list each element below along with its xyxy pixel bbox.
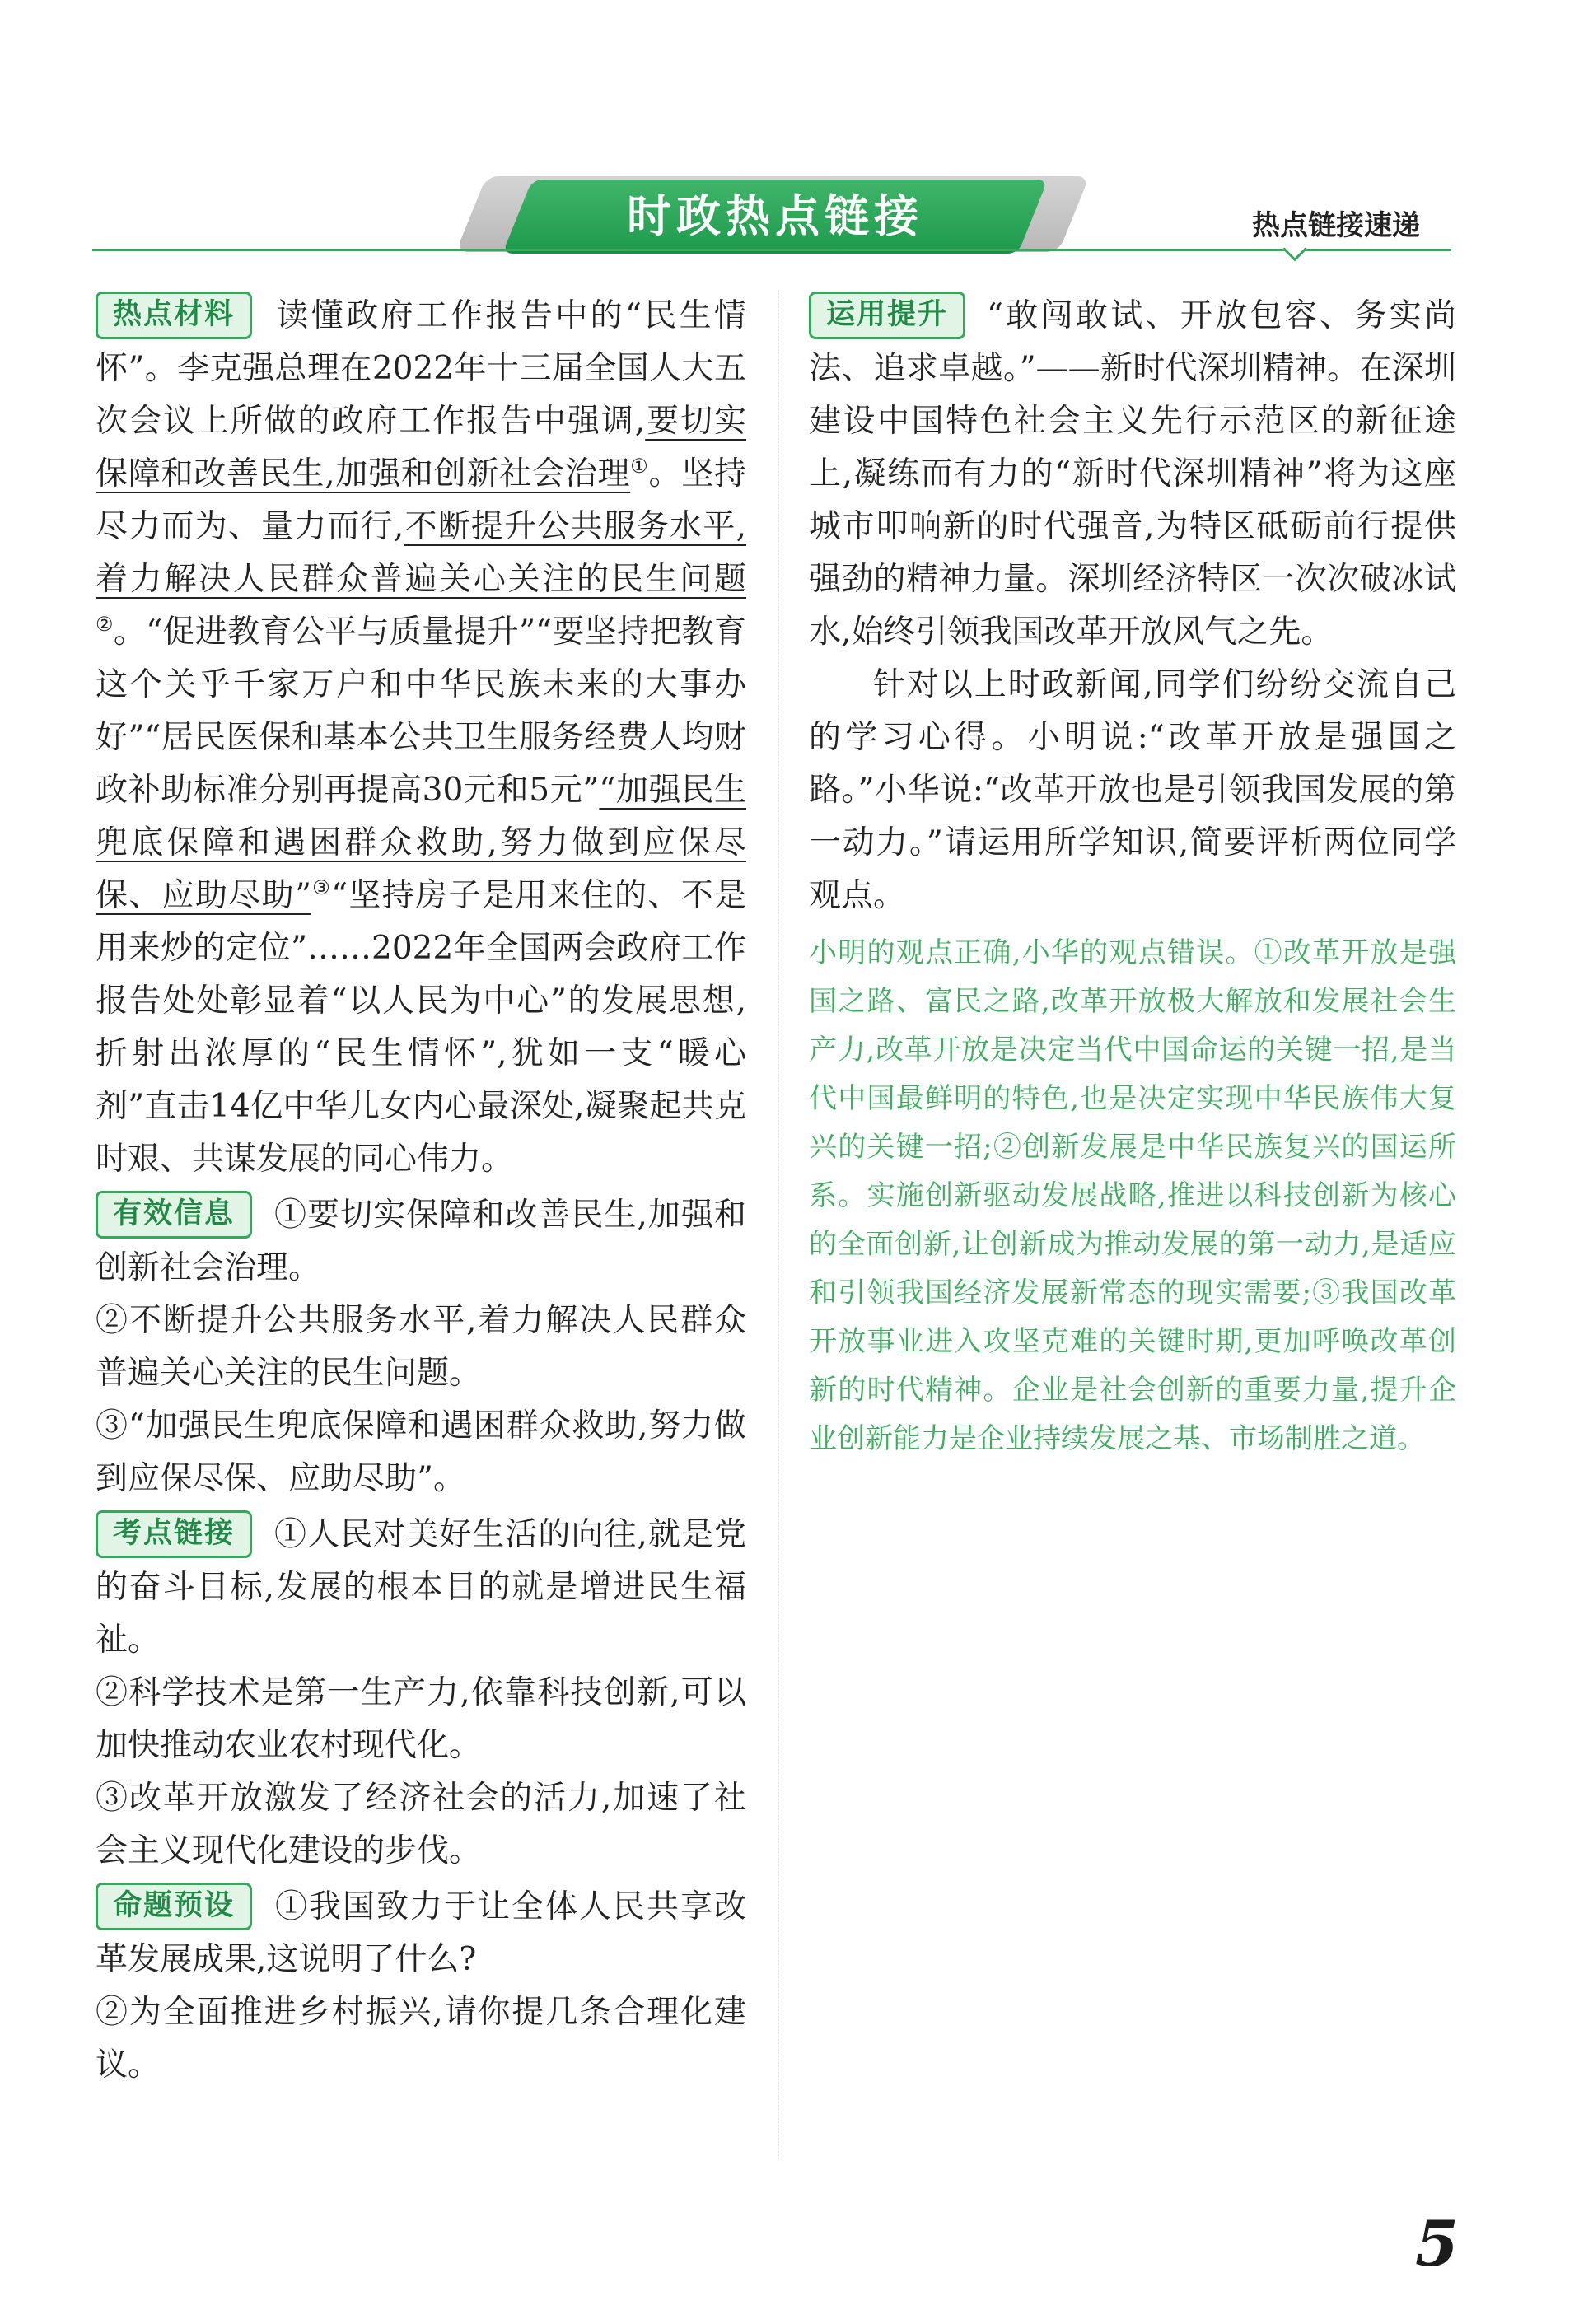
page-title: 时政热点链接 [627, 190, 923, 242]
exam-link-section [96, 1509, 746, 1878]
effective-info-section [96, 1189, 746, 1505]
proposition-section [96, 1881, 746, 2092]
apply-tag: 运用提升 [809, 292, 965, 339]
hot-material-text-4: “坚持房子是用来住的、不是用来炒的定位”……2022年全国两会政府工作报告处处彰显着“以人民为中心”的发展思想,折射出浓厚的“民生情怀”,犹如一支“暖心剂”直击14亿中华儿女内心最深处,凝聚起共克时艰、共谋发展的同心伟力。 [96, 877, 746, 1178]
proposition-tag: 命题预设 [96, 1883, 252, 1930]
apply-text-1: “敢闯敢试、开放包容、务实尚法、追求卓越。”——新时代深圳精神。在深圳建设中国特色社会主义先行示范区的新征途上,凝练而有力的“新时代深圳精神”将为这座城市叩响新的时代强音,为特区砥砺前行提供强劲的精神力量。深圳经济特区一次次破冰试水,始终引领我国改革开放风气之先。 [809, 297, 1456, 651]
page-number: 5 [1415, 2207, 1459, 2280]
apply-paragraph-1 [809, 290, 1456, 659]
hot-material-text-3: 。“促进教育公平与质量提升”“要坚持把教育这个关乎千家万户和中华民族未来的大事办好”“居民医保和基本公共卫生服务经费人均财政补助标准分别再提高30元和5元” [96, 614, 746, 809]
effective-info-item-3: ③“加强民生兜底保障和遇困群众救助,努力做到应保尽保、应助尽助”。 [96, 1407, 746, 1497]
list-item [96, 1509, 746, 1667]
left-column [96, 290, 746, 2092]
header-divider [92, 249, 1451, 251]
footnote-marker-3: ③ [311, 876, 332, 899]
right-column [809, 290, 1456, 1463]
footnote-marker-2: ② [96, 613, 114, 636]
hot-material-tag: 热点材料 [96, 292, 252, 339]
list-item [96, 1189, 746, 1295]
apply-section [809, 290, 1456, 922]
hot-material-key-1: 要切实保障和改善民生,加强和创新社会治理 [96, 403, 746, 492]
proposition-item-2: ②为全面推进乡村振兴,请你提几条合理化建议。 [96, 1994, 746, 2084]
column-divider [778, 290, 779, 2159]
section-subtitle: 热点链接速递 [1252, 209, 1420, 242]
hot-material-paragraph [96, 290, 746, 1186]
effective-info-tag: 有效信息 [96, 1191, 252, 1239]
list-item [96, 1881, 746, 1986]
exam-link-tag: 考点链接 [96, 1510, 252, 1558]
exam-link-item-1: ①人民对美好生活的向往,就是党的奋斗目标,发展的根本目的就是增进民生福祉。 [96, 1516, 746, 1659]
hot-material-key-2: 不断提升公共服务水平,着力解决人民群众普遍关心关注的民生问题 [96, 508, 746, 598]
footnote-marker-1: ① [630, 455, 649, 478]
hot-material-text-1: 读懂政府工作报告中的“民生情怀”。李克强总理在2022年十三届全国人大五次会议上所做的政府工作报告中强调, [96, 297, 746, 440]
answer-text: 小明的观点正确,小华的观点错误。①改革开放是强国之路、富民之路,改革开放极大解放和发展社会生产力,改革开放是决定当代中国命运的关键一招,是当代中国最鲜明的特色,也是决定实现中华民族伟大复兴的关键一招;②创新发展是中华民族复兴的国运所系。实施创新驱动发展战略,推进以科技创新为核心的全面创新,让创新成为推动发展的第一动力,是适应和引领我国经济发展新常态的现实需要;③我国改革开放事业进入攻坚克难的关键时期,更加呼唤改革创新的时代精神。企业是社会创新的重要力量,提升企业创新能力是企业持续发展之基、市场制胜之道。 [809, 936, 1456, 1455]
effective-info-item-2: ②不断提升公共服务水平,着力解决人民群众普遍关心关注的民生问题。 [96, 1302, 746, 1392]
proposition-item-1: ①我国致力于让全体人民共享改革发展成果,这说明了什么? [96, 1888, 746, 1978]
hot-material-text-2: 。坚持尽力而为、量力而行, [96, 455, 746, 545]
apply-paragraph-2: 针对以上时政新闻,同学们纷纷交流自己的学习心得。小明说:“改革开放是强国之路。”小华说:“改革开放也是引领我国发展的第一动力。”请运用所学知识,简要评析两位同学观点。 [809, 666, 1456, 914]
exam-link-item-2: ②科学技术是第一生产力,依靠科技创新,可以加快推动农业农村现代化。 [96, 1674, 746, 1764]
hot-material-section [96, 290, 746, 1186]
effective-info-item-1: ①要切实保障和改善民生,加强和创新社会治理。 [96, 1197, 746, 1286]
exam-link-item-3: ③改革开放激发了经济社会的活力,加速了社会主义现代化建设的步伐。 [96, 1780, 746, 1869]
hot-material-key-3: “加强民生兜底保障和遇困群众救助,努力做到应保尽保、应助尽助” [96, 772, 746, 914]
